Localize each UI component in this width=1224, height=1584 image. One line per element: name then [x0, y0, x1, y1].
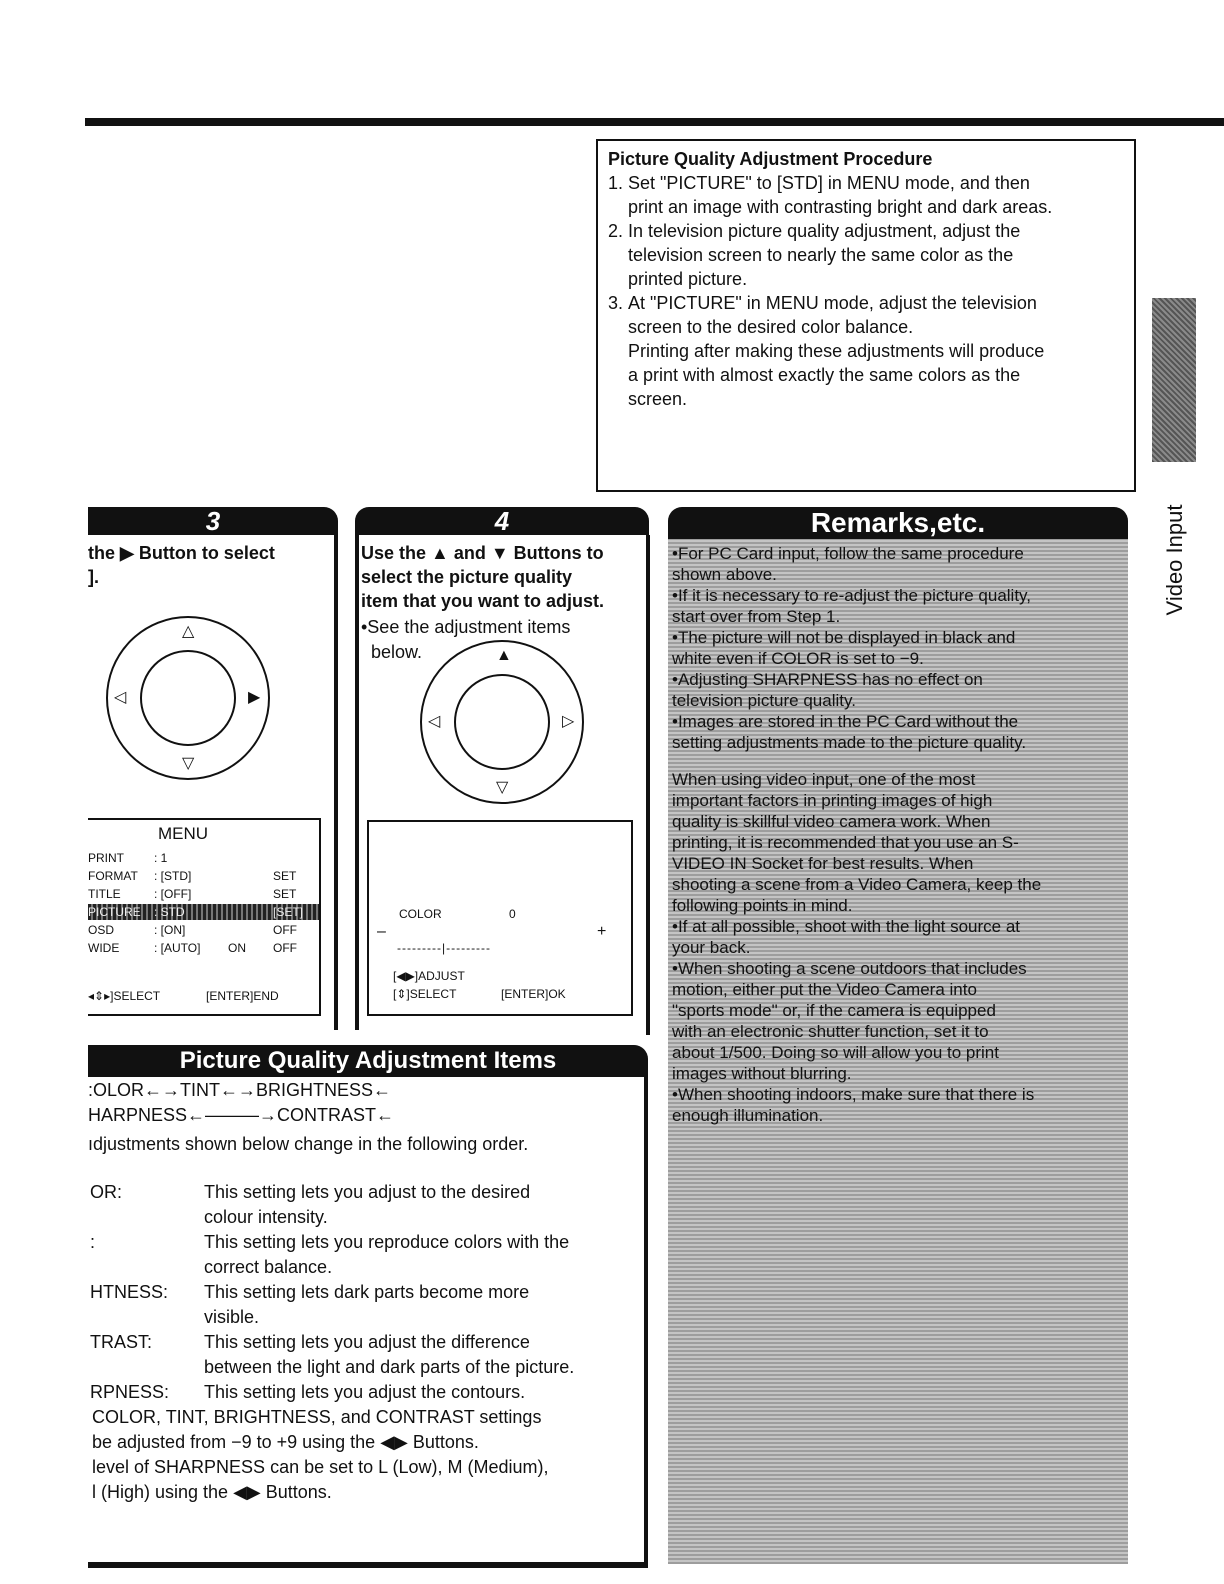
remark-line: VIDEO IN Socket for best results. When: [672, 854, 974, 873]
def-text: [204, 1180, 634, 1230]
def-line: This setting lets dark parts become more: [204, 1282, 530, 1302]
def-text: [204, 1230, 634, 1280]
step-line: Printing after making these adjustments will produce: [628, 341, 1045, 361]
step-line: television screen to nearly the same color as the: [628, 245, 1014, 265]
step3-dial: [106, 616, 270, 780]
step3-text-line: the ▶ Button to select: [88, 543, 275, 563]
tip-bullet: [672, 916, 1124, 958]
menu-row-value: : [ON]: [154, 923, 186, 937]
step-number: 3.: [608, 293, 624, 313]
def-line: This setting lets you adjust to the desired: [204, 1182, 531, 1202]
menu-row: [88, 850, 319, 866]
menu-row-label: PRINT: [88, 851, 124, 865]
def-line: correct balance.: [204, 1257, 333, 1277]
def-line: This setting lets you adjust the contours.: [204, 1382, 526, 1402]
remark-line: •For PC Card input, follow the same procedure: [672, 544, 1024, 563]
menu-footer: [88, 988, 160, 1004]
remark-line: quality is skillful video camera work. When: [672, 812, 991, 831]
menu-row-option: ON: [228, 941, 246, 955]
select-hint-label: ]SELECT: [406, 987, 457, 1001]
step-line: In television picture quality adjustment, adjust the: [628, 221, 1021, 241]
step4-adjust-screen: [367, 820, 633, 1016]
items-note-line: be adjusted from −9 to +9 using the ◀▶ Buttons.: [92, 1432, 479, 1452]
step-line: Set "PICTURE" to [STD] in MENU mode, and then: [628, 173, 1030, 193]
remark-line: following points in mind.: [672, 896, 853, 915]
remark-bullet: [672, 543, 1124, 585]
def-line: between the light and dark parts of the picture.: [204, 1357, 575, 1377]
step4-text-line: item that you want to adjust.: [361, 591, 605, 611]
def-line: visible.: [204, 1307, 260, 1327]
adjust-value: 0: [509, 907, 516, 921]
remark-line: your back.: [672, 938, 751, 957]
remark-line: •The picture will not be displayed in black and: [672, 628, 1016, 647]
procedure-title: Picture Quality Adjustment Procedure: [608, 149, 933, 169]
adjust-scale: ---------|---------: [397, 941, 492, 955]
step3-menu-screen: [88, 818, 321, 1016]
step3-text-line: ].: [88, 567, 99, 587]
remark-bullet: [672, 669, 1124, 711]
menu-row-option: [SET]: [273, 905, 304, 919]
menu-row-value: : 1: [154, 851, 168, 865]
menu-row: [88, 868, 319, 884]
top-rule: [85, 118, 1224, 126]
left-right-arrows-icon: [◀▶: [393, 969, 415, 983]
step-line: print an image with contrasting bright and dark areas.: [628, 197, 1053, 217]
step4-right-divider: [646, 535, 650, 1035]
def-text: [204, 1380, 634, 1405]
step3-header: 3: [88, 507, 338, 535]
select-hint: [393, 986, 456, 1002]
up-arrow-icon: ▲: [496, 647, 512, 664]
bottom-rule: [88, 1562, 648, 1568]
menu-row-label: OSD: [88, 923, 115, 937]
remark-line: When using video input, one of the most: [672, 770, 976, 789]
adjust-hint: [393, 968, 465, 984]
menu-row-label: PICTURE: [88, 905, 141, 919]
menu-row-option: OFF: [273, 941, 297, 955]
def-term: HTNESS:: [90, 1282, 169, 1302]
remark-line: •Images are stored in the PC Card without the: [672, 712, 1019, 731]
procedure-step-1: [608, 171, 1124, 219]
side-tab-marker: [1152, 298, 1196, 462]
step-line: printed picture.: [628, 269, 748, 289]
remark-line: •If at all possible, shoot with the light source at: [672, 917, 1021, 936]
remarks-paragraph: [672, 769, 1124, 916]
plus-sign: +: [597, 923, 607, 940]
def-line: This setting lets you reproduce colors with the: [204, 1232, 570, 1252]
dial-center: [454, 674, 550, 770]
adjust-item: COLOR: [399, 907, 442, 921]
side-label: Video Input: [1162, 504, 1187, 616]
remark-line: television picture quality.: [672, 691, 856, 710]
menu-row-value: : STD: [154, 905, 185, 919]
items-note-line: l (High) using the ◀▶ Buttons.: [92, 1482, 332, 1502]
remark-bullet: [672, 711, 1124, 753]
remark-line: shooting a scene from a Video Camera, keep the: [672, 875, 1042, 894]
def-term: :: [90, 1232, 96, 1252]
remark-line: •Adjusting SHARPNESS has no effect on: [672, 670, 983, 689]
procedure-step-3: [608, 291, 1124, 411]
def-line: colour intensity.: [204, 1207, 328, 1227]
up-arrow-icon: △: [182, 623, 195, 640]
def-text: [204, 1330, 634, 1380]
menu-row-option: OFF: [273, 923, 297, 937]
remark-line: images without blurring.: [672, 1064, 852, 1083]
remark-line: •When shooting a scene outdoors that includes: [672, 959, 1027, 978]
menu-row-label: TITLE: [88, 887, 121, 901]
remark-line: shown above.: [672, 565, 777, 584]
remark-line: about 1/500. Doing so will allow you to print: [672, 1043, 999, 1062]
def-term: TRAST:: [90, 1332, 153, 1352]
remark-line: printing, it is recommended that you use an S-: [672, 833, 1019, 852]
left-arrow-icon: ◁: [114, 689, 127, 706]
menu-row-option: SET: [273, 869, 297, 883]
menu-row-value: : [AUTO]: [154, 941, 201, 955]
remark-line: start over from Step 1.: [672, 607, 841, 626]
remark-line: important factors in printing images of high: [672, 791, 993, 810]
def-term: OR:: [90, 1182, 123, 1202]
remark-line: enough illumination.: [672, 1106, 824, 1125]
sequence-line: :OLOR←→TINT←→BRIGHTNESS←: [88, 1080, 392, 1100]
tip-bullet: [672, 1084, 1124, 1126]
menu-row-value: : [STD]: [154, 869, 192, 883]
menu-row-value: : [OFF]: [154, 887, 192, 901]
menu-row-label: WIDE: [88, 941, 120, 955]
menu-footer-select: ]SELECT: [110, 989, 161, 1003]
menu-footer-end: [ENTER]END: [206, 989, 279, 1003]
down-arrow-icon: ▽: [496, 779, 509, 796]
menu-row: [88, 922, 319, 938]
procedure-box: [596, 139, 1136, 492]
items-header: Picture Quality Adjustment Items: [88, 1045, 648, 1077]
items-intro: ıdjustments shown below change in the following order.: [88, 1134, 529, 1154]
remark-line: motion, either put the Video Camera into: [672, 980, 977, 999]
def-term: RPNESS:: [90, 1382, 170, 1402]
remark-line: setting adjustments made to the picture quality.: [672, 733, 1027, 752]
updown-arrows-icon: [⇕: [393, 987, 407, 1001]
remarks-header: Remarks,etc.: [668, 507, 1128, 539]
step4-left-divider: [355, 535, 359, 1030]
minus-sign: –: [377, 923, 386, 940]
step4-text-line: select the picture quality: [361, 567, 573, 587]
items-definitions: [0, 1180, 644, 1440]
left-arrow-icon: ◁: [428, 713, 441, 730]
step-line: screen.: [628, 389, 688, 409]
remark-bullet: [672, 627, 1124, 669]
step4-dial: [420, 640, 584, 804]
step4-text: [361, 541, 643, 613]
procedure-step-2: [608, 219, 1124, 291]
remarks-panel: [668, 539, 1128, 1564]
menu-row: [88, 940, 319, 956]
items-note-line: COLOR, TINT, BRIGHTNESS, and CONTRAST settings: [92, 1407, 542, 1427]
step-number: 1.: [608, 173, 624, 193]
remark-line: with an electronic shutter function, set it to: [672, 1022, 989, 1041]
tip-bullet: [672, 958, 1124, 1084]
remark-bullet: [672, 585, 1124, 627]
step4-note-line: •See the adjustment items: [361, 617, 571, 637]
step3-text: [88, 541, 333, 589]
remark-line: •If it is necessary to re-adjust the picture quality,: [672, 586, 1032, 605]
step4-note-line: below.: [371, 642, 423, 662]
menu-row-label: FORMAT: [88, 869, 138, 883]
updown-arrows-icon: ◂⇕▸: [88, 989, 111, 1003]
step-line: At "PICTURE" in MENU mode, adjust the television: [628, 293, 1037, 313]
items-divider: [644, 1077, 648, 1564]
remark-line: "sports mode" or, if the camera is equipped: [672, 1001, 996, 1020]
def-text: [204, 1280, 634, 1330]
step4-header: 4: [355, 507, 649, 535]
dial-center: [140, 650, 236, 746]
menu-title: MENU: [158, 824, 209, 843]
step4-text-line: Use the ▲ and ▼ Buttons to: [361, 543, 604, 563]
items-note-line: level of SHARPNESS can be set to L (Low), M (Medium),: [92, 1457, 549, 1477]
items-sequence: [88, 1078, 644, 1157]
right-arrow-icon: ▷: [562, 713, 575, 730]
menu-row-option: SET: [273, 887, 297, 901]
adjust-hint-label: ]ADJUST: [414, 969, 465, 983]
right-arrow-icon: ▶: [248, 689, 261, 706]
step-line: a print with almost exactly the same colors as the: [628, 365, 1021, 385]
items-notes: [92, 1405, 642, 1505]
menu-row: [88, 886, 319, 902]
step-line: screen to the desired color balance.: [628, 317, 914, 337]
ok-hint: [ENTER]OK: [501, 987, 566, 1001]
sequence-line: HARPNESS←———→CONTRAST←: [88, 1105, 395, 1125]
def-line: This setting lets you adjust the difference: [204, 1332, 530, 1352]
step-number: 2.: [608, 221, 624, 241]
remark-line: •When shooting indoors, make sure that there is: [672, 1085, 1035, 1104]
remark-line: white even if COLOR is set to −9.: [672, 649, 924, 668]
step3-divider: [334, 535, 338, 1030]
down-arrow-icon: ▽: [182, 755, 195, 772]
menu-row-selected: [88, 904, 319, 920]
